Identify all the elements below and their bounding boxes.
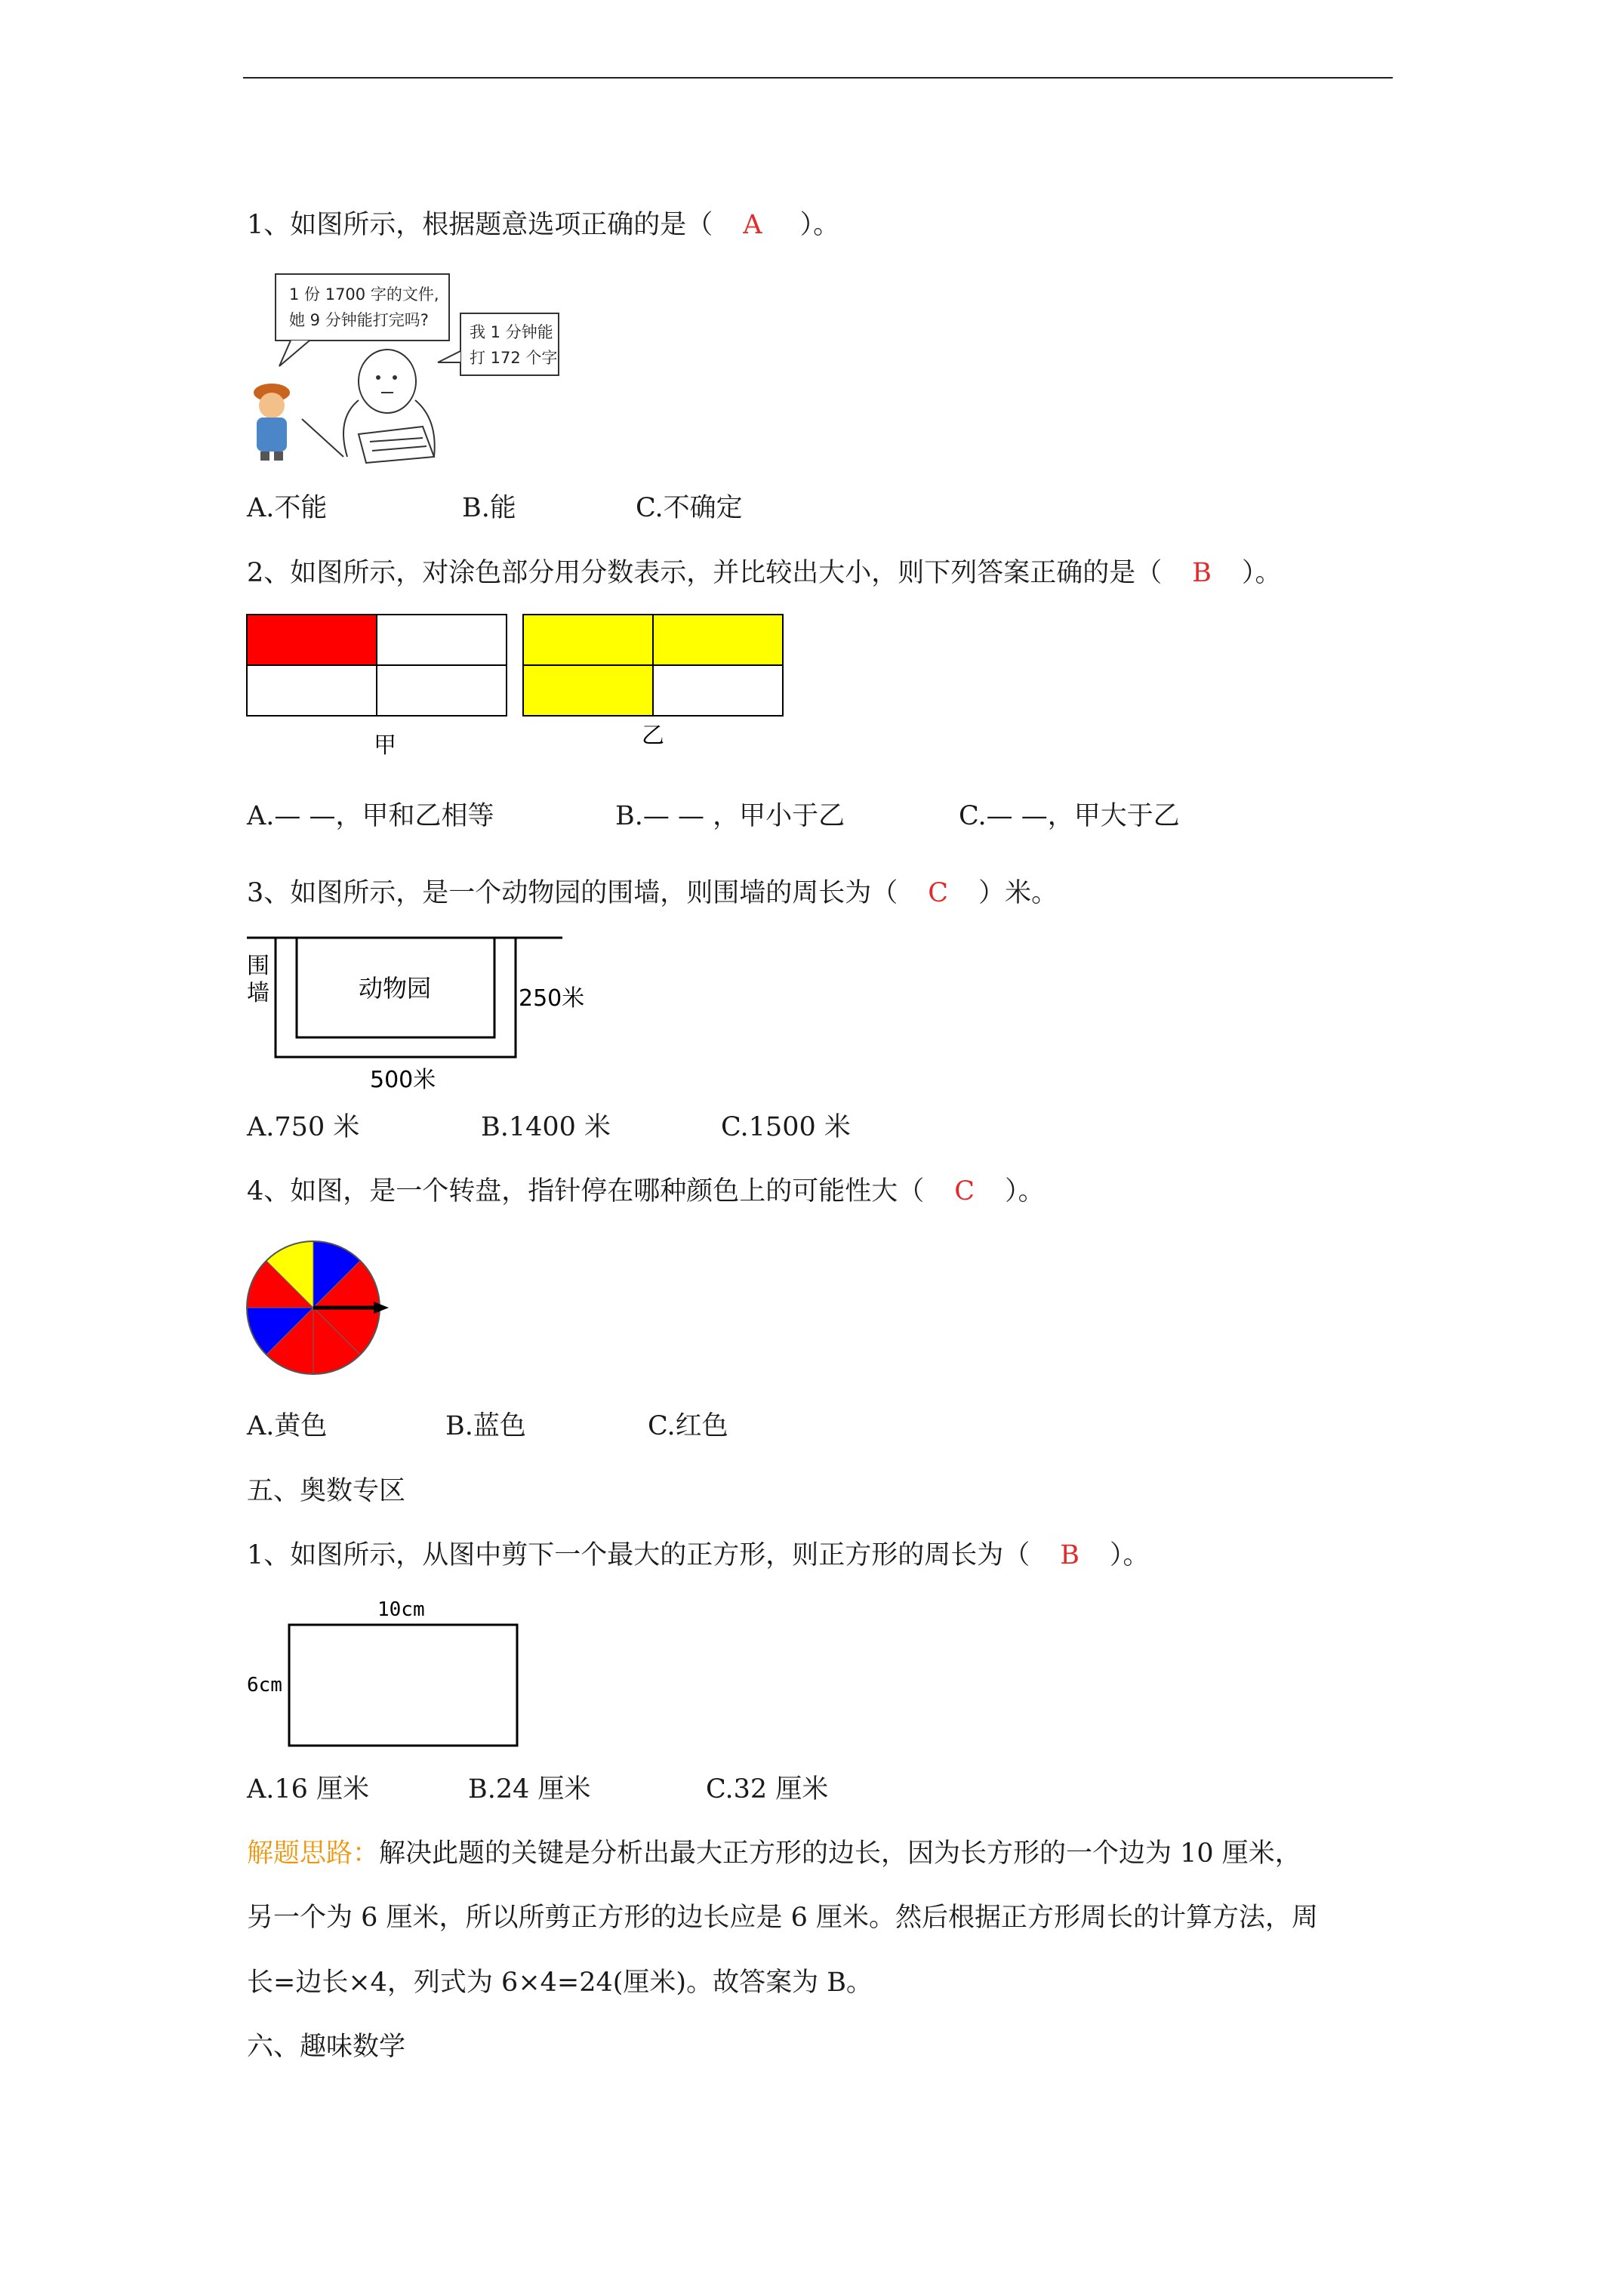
section-5-heading: 五、奥数专区 [247, 1476, 406, 1506]
boy-icon [254, 384, 290, 461]
question-4-suffix: ）。 [1005, 1176, 1045, 1207]
wall-label-1: 围 [247, 953, 269, 979]
section-5-question-1-text: 1、如图所示，从图中剪下一个最大的正方形，则正方形的周长为（ [247, 1540, 1030, 1570]
q4-option-c: C.红色 [648, 1411, 728, 1441]
label-jia: 甲 [374, 732, 396, 759]
q3-option-a: A.750 米 [247, 1112, 360, 1142]
question-1 [247, 208, 839, 242]
bubble-1-line-1: 1 份 1700 字的文件, [289, 285, 439, 304]
s5q1-option-b: B.24 厘米 [468, 1774, 591, 1804]
section-5-question-1-answer: B [1060, 1540, 1080, 1570]
zoo-figure [245, 930, 600, 1096]
question-2 [247, 556, 1282, 590]
solution-line-3: 长=边长×4，列式为 6×4=24(厘米)。故答案为 B。 [247, 1968, 873, 1998]
q1-option-a: A.不能 [247, 493, 328, 523]
q1-option-c: C.不确定 [636, 493, 743, 523]
side-length-label: 250米 [519, 985, 585, 1012]
question-3-suffix: ）米。 [978, 878, 1058, 908]
question-4 [247, 1174, 1045, 1209]
s5q1-option-a: A.16 厘米 [247, 1774, 370, 1804]
q2-option-a: A.— —，甲和乙相等 [247, 801, 494, 831]
question-2-suffix: ）。 [1242, 558, 1282, 588]
question-1-answer: A [743, 210, 762, 240]
question-4-answer: C [954, 1176, 975, 1207]
solution-label: 解题思路： [247, 1838, 380, 1869]
bubble-1-line-2: 她 9 分钟能打完吗? [289, 311, 429, 329]
q1-option-b: B.能 [462, 493, 516, 523]
question-2-answer: B [1192, 558, 1212, 588]
fraction-figure [245, 613, 789, 764]
header-rule [243, 77, 1393, 79]
question-3-text: 3、如图所示，是一个动物园的围墙，则围墙的周长为（ [247, 878, 898, 908]
typing-figure [245, 268, 585, 464]
q4-option-a: A.黄色 [247, 1411, 328, 1441]
rect-height-label: 6cm [247, 1674, 282, 1697]
q4-option-b: B.蓝色 [445, 1411, 526, 1441]
rect-width-label: 10cm [377, 1598, 425, 1621]
wall-label-2: 墙 [247, 980, 269, 1006]
question-1-text: 1、如图所示，根据题意选项正确的是（ [247, 210, 713, 240]
grid-jia [247, 615, 507, 716]
section-5-question-1-suffix: ）。 [1110, 1540, 1150, 1570]
section-5-question-1 [247, 1538, 1150, 1573]
q3-option-c: C.1500 米 [721, 1112, 851, 1142]
solution-line-2: 另一个为 6 厘米，所以所剪正方形的边长应是 6 厘米。然后根据正方形周长的计算方法，周 [247, 1903, 1319, 1933]
s5q1-option-c: C.32 厘米 [706, 1774, 829, 1804]
grid-yi [523, 615, 783, 716]
speech-bubble-1 [276, 274, 449, 341]
solution-line-1 [247, 1836, 1301, 1871]
label-yi: 乙 [642, 723, 664, 749]
question-3-answer: C [928, 878, 949, 908]
q2-option-b: B.— — ，甲小于乙 [615, 801, 845, 831]
question-1-suffix: ）。 [799, 210, 840, 240]
bubble-2-line-2: 打 172 个字 [470, 349, 558, 367]
typist-icon [302, 350, 435, 463]
question-2-text: 2、如图所示，对涂色部分用分数表示，并比较出大小，则下列答案正确的是（ [247, 558, 1163, 588]
bottom-length-label: 500米 [370, 1067, 436, 1093]
question-3 [247, 876, 1058, 911]
bubble-2-line-1: 我 1 分钟能 [470, 323, 553, 341]
zoo-label: 动物园 [359, 974, 432, 1003]
rectangle-shape [289, 1625, 517, 1746]
q3-option-b: B.1400 米 [481, 1112, 611, 1142]
section-6-heading: 六、趣味数学 [247, 2032, 406, 2062]
rectangle-figure [245, 1593, 525, 1759]
solution-text-1: 解决此题的关键是分析出最大正方形的边长，因为长方形的一个边为 10 厘米， [379, 1838, 1301, 1869]
q2-option-c: C.— —，甲大于乙 [959, 801, 1180, 831]
question-4-text: 4、如图，是一个转盘，指针停在哪种颜色上的可能性大（ [247, 1176, 925, 1207]
spinner-figure [245, 1238, 396, 1382]
